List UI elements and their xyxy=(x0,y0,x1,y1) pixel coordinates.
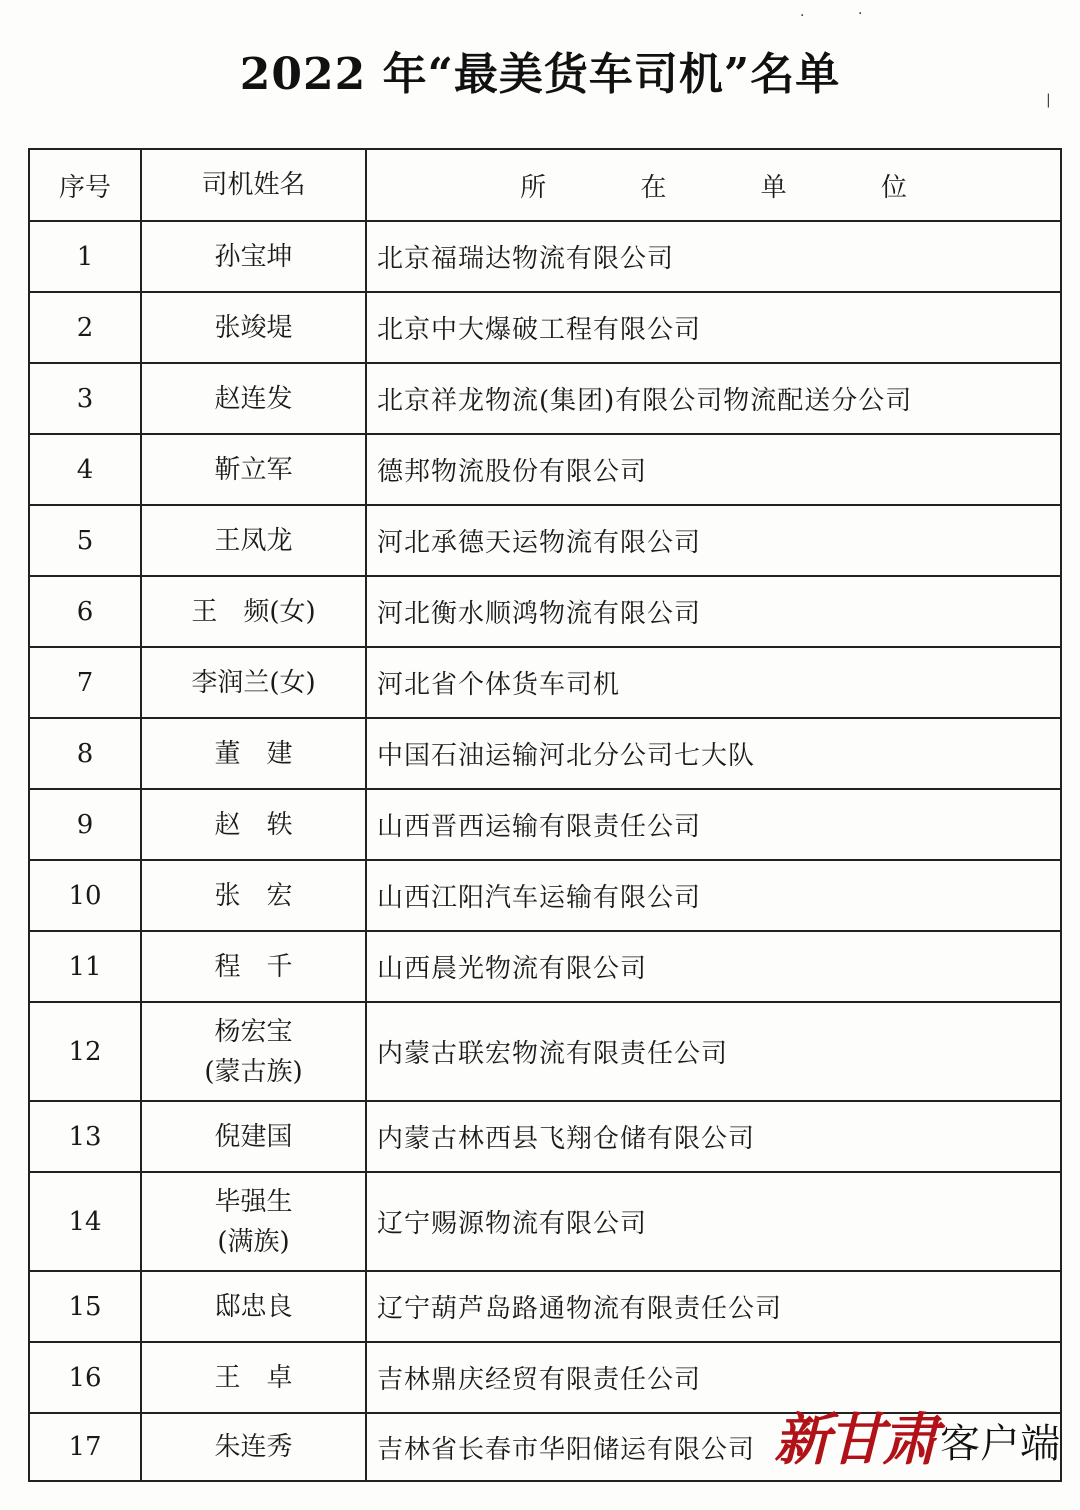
driver-name-line: 赵 轶 xyxy=(214,809,293,840)
driver-name xyxy=(141,931,366,1002)
watermark-logo xyxy=(774,1392,1060,1472)
watermark-suffix: 客户端 xyxy=(940,1421,1060,1467)
driver-unit: 吉林省长春市华阳储运有限公司 xyxy=(366,1413,1061,1481)
driver-name-line: 李润兰(女) xyxy=(191,667,316,698)
driver-name xyxy=(141,1342,366,1413)
table-row xyxy=(29,1172,1061,1271)
driver-name-line: 孙宝坤 xyxy=(214,241,293,272)
driver-name xyxy=(141,647,366,718)
driver-name-line: 张竣堤 xyxy=(214,312,293,343)
driver-name-line: (满族) xyxy=(217,1226,290,1257)
driver-unit: 河北省个体货车司机 xyxy=(366,647,1061,718)
scan-speck: · xyxy=(858,6,863,22)
header-unit-char: 单 xyxy=(760,172,787,203)
row-index: 4 xyxy=(29,434,141,505)
driver-unit: 北京祥龙物流(集团)有限公司物流配送分公司 xyxy=(366,363,1061,434)
driver-name xyxy=(141,718,366,789)
header-unit-char: 所 xyxy=(520,172,547,203)
driver-unit: 北京中大爆破工程有限公司 xyxy=(366,292,1061,363)
driver-name xyxy=(141,576,366,647)
table-row xyxy=(29,931,1061,1002)
driver-name-line: 王凤龙 xyxy=(214,525,293,556)
row-index: 14 xyxy=(29,1172,141,1271)
header-unit-char: 在 xyxy=(640,172,667,203)
driver-roster-table xyxy=(28,148,1062,1482)
driver-name-line: 靳立军 xyxy=(214,454,293,485)
row-index: 13 xyxy=(29,1101,141,1172)
watermark-brand: 新甘肃 xyxy=(774,1407,936,1473)
row-index: 5 xyxy=(29,505,141,576)
driver-name xyxy=(141,1271,366,1342)
driver-name xyxy=(141,860,366,931)
table-row xyxy=(29,860,1061,931)
driver-name xyxy=(141,1413,366,1481)
row-index: 1 xyxy=(29,221,141,292)
scan-speck: · xyxy=(800,8,805,24)
row-index: 7 xyxy=(29,647,141,718)
scan-speck: | xyxy=(1046,92,1051,108)
driver-unit: 德邦物流股份有限公司 xyxy=(366,434,1061,505)
driver-name-line: 王 卓 xyxy=(214,1362,293,1393)
row-index: 12 xyxy=(29,1002,141,1101)
driver-name-line: 赵连发 xyxy=(214,383,293,414)
table-row xyxy=(29,576,1061,647)
row-index: 16 xyxy=(29,1342,141,1413)
driver-name-line: 朱连秀 xyxy=(214,1432,293,1462)
driver-unit: 辽宁葫芦岛路通物流有限责任公司 xyxy=(366,1271,1061,1342)
table-body xyxy=(29,221,1061,1481)
header-index: 序号 xyxy=(29,149,141,221)
table-row xyxy=(29,1101,1061,1172)
row-index: 17 xyxy=(29,1413,141,1481)
table-row xyxy=(29,363,1061,434)
table-row xyxy=(29,1271,1061,1342)
table-row xyxy=(29,1002,1061,1101)
driver-name xyxy=(141,1002,366,1101)
row-index: 6 xyxy=(29,576,141,647)
driver-unit: 山西晋西运输有限责任公司 xyxy=(366,789,1061,860)
driver-name xyxy=(141,434,366,505)
driver-unit: 河北衡水顺鸿物流有限公司 xyxy=(366,576,1061,647)
header-driver-name: 司机姓名 xyxy=(141,149,366,221)
driver-name xyxy=(141,363,366,434)
driver-name xyxy=(141,1172,366,1271)
driver-name-line: 邸忠良 xyxy=(214,1291,293,1322)
driver-unit: 山西晨光物流有限公司 xyxy=(366,931,1061,1002)
document-title: 2022 年“最美货车司机”名单 xyxy=(239,49,841,100)
table-row xyxy=(29,434,1061,505)
row-index: 3 xyxy=(29,363,141,434)
header-unit xyxy=(366,149,1061,221)
row-index: 8 xyxy=(29,718,141,789)
driver-unit: 北京福瑞达物流有限公司 xyxy=(366,221,1061,292)
table-row xyxy=(29,292,1061,363)
table-row xyxy=(29,221,1061,292)
driver-unit: 吉林鼎庆经贸有限责任公司 xyxy=(366,1342,1061,1413)
driver-name-line: 杨宏宝 xyxy=(214,1016,293,1047)
driver-name xyxy=(141,221,366,292)
driver-name-line: 倪建国 xyxy=(214,1121,293,1152)
driver-unit: 河北承德天运物流有限公司 xyxy=(366,505,1061,576)
row-index: 15 xyxy=(29,1271,141,1342)
driver-name xyxy=(141,789,366,860)
driver-name-line: 王 频(女) xyxy=(191,596,316,627)
driver-unit: 中国石油运输河北分公司七大队 xyxy=(366,718,1061,789)
row-index: 11 xyxy=(29,931,141,1002)
driver-name-line: (蒙古族) xyxy=(204,1056,303,1087)
driver-name xyxy=(141,292,366,363)
row-index: 10 xyxy=(29,860,141,931)
driver-unit: 内蒙古林西县飞翔仓储有限公司 xyxy=(366,1101,1061,1172)
driver-name xyxy=(141,1101,366,1172)
driver-unit: 内蒙古联宏物流有限责任公司 xyxy=(366,1002,1061,1101)
driver-unit: 辽宁赐源物流有限公司 xyxy=(366,1172,1061,1271)
table-row xyxy=(29,505,1061,576)
row-index: 2 xyxy=(29,292,141,363)
table-row xyxy=(29,718,1061,789)
driver-name xyxy=(141,505,366,576)
driver-unit: 山西江阳汽车运输有限公司 xyxy=(366,860,1061,931)
driver-name-line: 董 建 xyxy=(214,738,293,769)
row-index: 9 xyxy=(29,789,141,860)
header-unit-char: 位 xyxy=(880,172,907,203)
driver-name-line: 毕强生 xyxy=(214,1186,293,1217)
driver-name-line: 张 宏 xyxy=(214,880,293,911)
table-header-row xyxy=(29,149,1061,221)
table-row xyxy=(29,647,1061,718)
driver-name-line: 程 千 xyxy=(214,951,293,982)
table-row xyxy=(29,789,1061,860)
